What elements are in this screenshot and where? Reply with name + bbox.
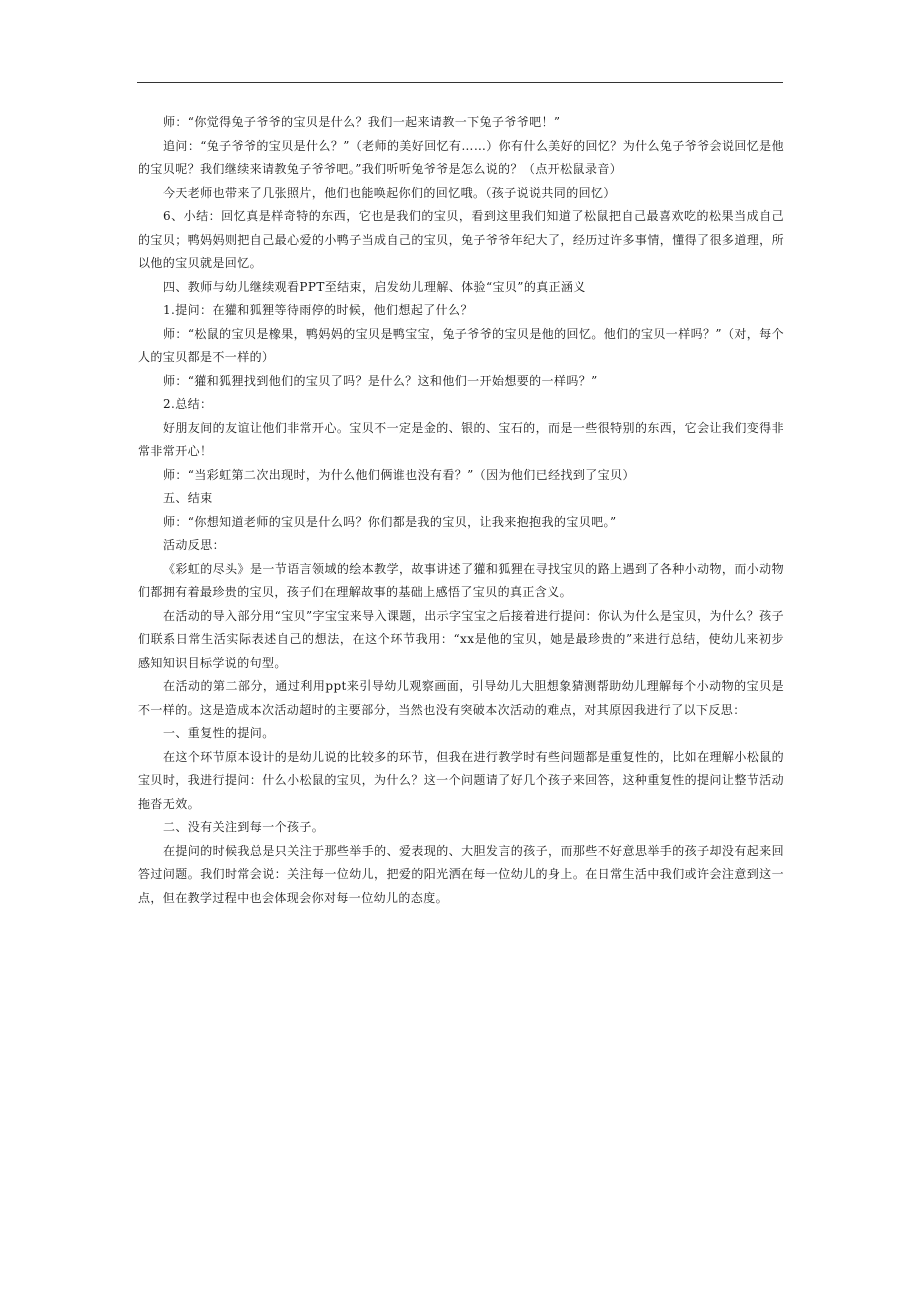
paragraph: 在活动的第二部分，通过利用ppt来引导幼儿观察画面，引导幼儿大胆想象猜测帮助幼儿理解每个小动物的宝贝是不一样的。这是造成本次活动超时的主要部分，当然也没有突破本次活动的难点，对其原因我进行了以下反思： (138, 679, 784, 717)
paragraph: 1.提问：在獾和狐狸等待雨停的时候，他们想起了什么？ (163, 303, 473, 317)
paragraph: 追问：“兔子爷爷的宝贝是什么？”（老师的美好回忆有……）你有什么美好的回忆？为什么兔子爷爷会说回忆是他的宝贝呢？我们继续来请教兔子爷爷吧。”我们听听兔爷爷是怎么说的？（点开松鼠录音） (138, 138, 784, 176)
paragraph: 在活动的导入部分用“宝贝”字宝宝来导入课题，出示字宝宝之后接着进行提问：你认为什么是宝贝，为什么？孩子们联系日常生活实际表述自己的想法，在这个环节我用：“xx是他的宝贝，她是最珍贵的”来进行总结，使幼儿来初步感知知识目标学说的句型。 (138, 608, 784, 670)
paragraph: 师：“你觉得兔子爷爷的宝贝是什么？我们一起来请教一下兔子爷爷吧！” (163, 115, 561, 129)
section-heading: 四、教师与幼儿继续观看PPT至结束，启发幼儿理解、体验“宝贝”的真正涵义 (163, 279, 586, 294)
paragraph: 师：“松鼠的宝贝是橡果，鸭妈妈的宝贝是鸭宝宝，兔子爷爷的宝贝是他的回忆。他们的宝贝一样吗？”（对，每个人的宝贝都是不一样的） (138, 326, 784, 364)
paragraph: 《彩虹的尽头》是一节语言领域的绘本教学，故事讲述了獾和狐狸在寻找宝贝的路上遇到了各种小动物，而小动物们都拥有着最珍贵的宝贝，孩子们在理解故事的基础上感悟了宝贝的真正含义。 (138, 561, 784, 599)
paragraph: 在提问的时候我总是只关注于那些举手的、爱表现的、大胆发言的孩子，而那些不好意思举手的孩子却没有起来回答过问题。我们时常会说：关注每一位幼儿，把爱的阳光洒在每一位幼儿的身上。在日常生活中我们或许会注意到这一点，但在教学过程中也会体现会你对每一位幼儿的态度。 (138, 843, 784, 905)
document-body (138, 111, 784, 910)
paragraph: 师：“你想知道老师的宝贝是什么吗？你们都是我的宝贝，让我来抱抱我的宝贝吧。” (163, 514, 617, 529)
paragraph: 师：“当彩虹第二次出现时，为什么他们俩谁也没有看？”（因为他们已经找到了宝贝） (163, 467, 635, 482)
paragraph: 今天老师也带来了几张照片，他们也能唤起你们的回忆哦。（孩子说说共同的回忆） (163, 185, 616, 200)
paragraph: 6、小结：回忆真是样奇特的东西，它也是我们的宝贝，看到这里我们知道了松鼠把自己最喜欢吃的松果当成自己的宝贝；鸭妈妈则把自己最心爱的小鸭子当成自己的宝贝，兔子爷爷年纪大了，经历过许多事情，懂得了很多道理，所以他的宝贝就是回忆。 (138, 209, 784, 270)
paragraph: 2.总结： (163, 397, 213, 411)
paragraph: 好朋友间的友谊让他们非常开心。宝贝不一定是金的、银的、宝石的，而是一些很特别的东西，它会让我们变得非常非常开心！ (138, 420, 784, 458)
section-heading: 二、没有关注到每一个孩子。 (163, 820, 325, 834)
section-heading: 一、重复性的提问。 (163, 726, 275, 740)
paragraph: 师：“獾和狐狸找到他们的宝贝了吗？是什么？这和他们一开始想要的一样吗？” (163, 373, 598, 388)
header-rule (137, 82, 783, 83)
paragraph: 在这个环节原本设计的是幼儿说的比较多的环节，但我在进行教学时有些问题都是重复性的，比如在理解小松鼠的宝贝时，我进行提问：什么小松鼠的宝贝，为什么？这一个问题请了好几个孩子来回答，这种重复性的提问让整节活动拖沓无效。 (138, 749, 784, 811)
section-heading: 活动反思： (163, 538, 226, 552)
section-heading: 五、结束 (163, 491, 213, 505)
